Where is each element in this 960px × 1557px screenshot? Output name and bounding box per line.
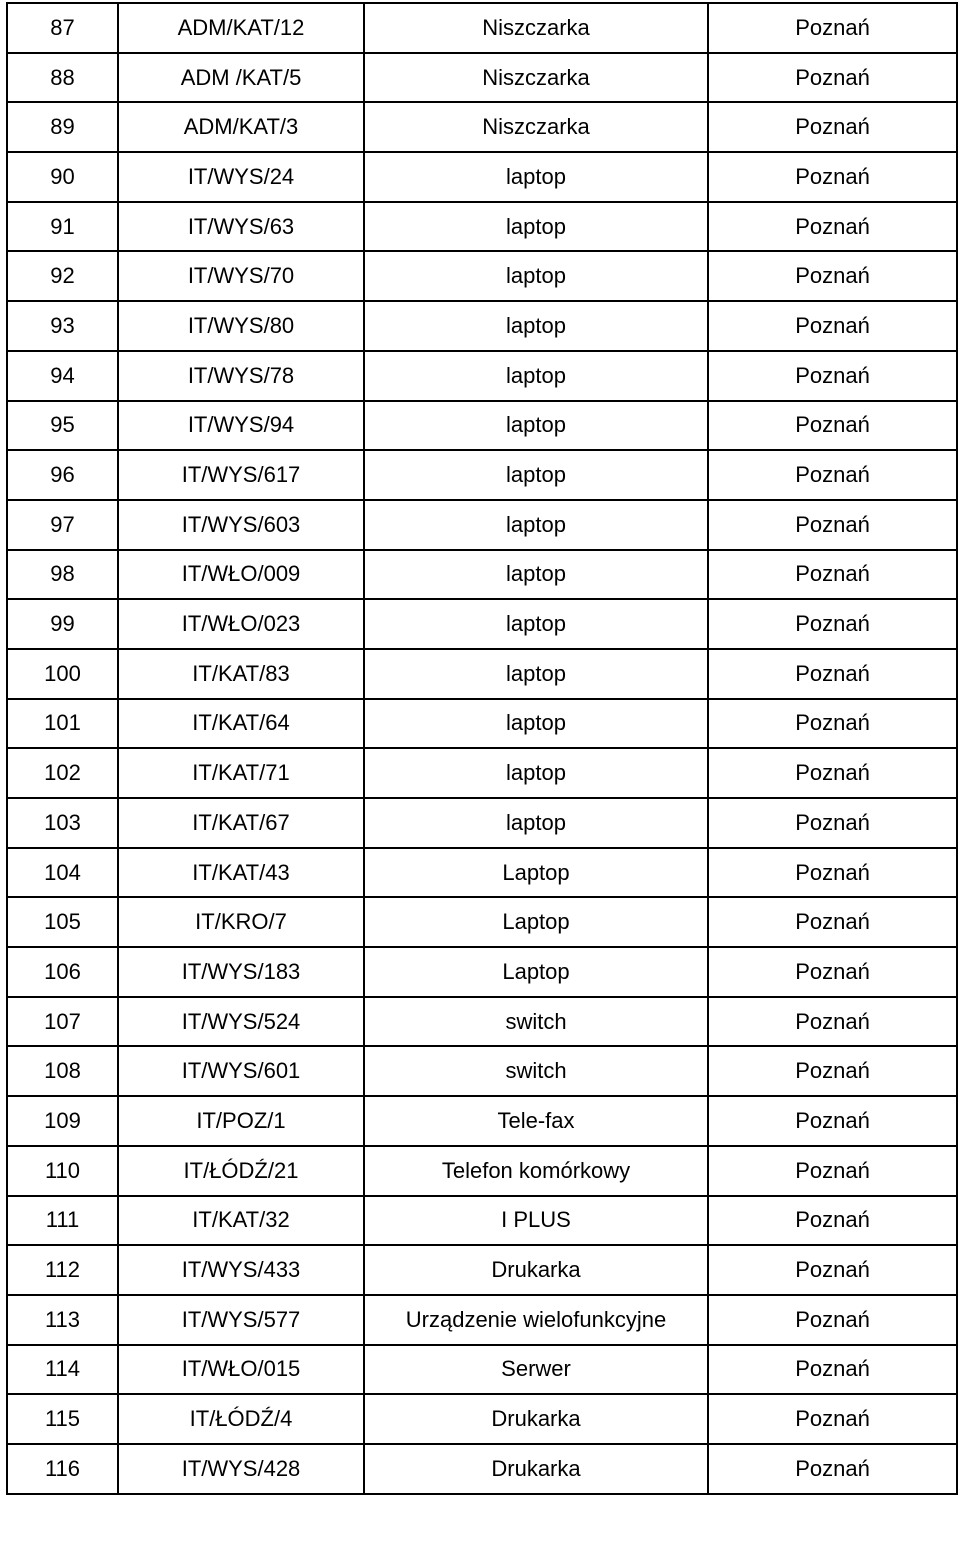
row-number-cell: 116 xyxy=(7,1444,118,1494)
device-type-cell: laptop xyxy=(364,152,708,202)
table-row xyxy=(7,599,957,649)
inventory-code-cell: IT/WYS/80 xyxy=(118,301,364,351)
device-type-cell: laptop xyxy=(364,351,708,401)
location-cell: Poznań xyxy=(708,798,957,848)
table-row xyxy=(7,798,957,848)
table-row xyxy=(7,500,957,550)
location-cell: Poznań xyxy=(708,1196,957,1246)
table-row xyxy=(7,450,957,500)
location-cell: Poznań xyxy=(708,997,957,1047)
row-number-cell: 110 xyxy=(7,1146,118,1196)
table-row xyxy=(7,53,957,103)
inventory-code-cell: ADM/KAT/3 xyxy=(118,102,364,152)
device-type-cell: laptop xyxy=(364,500,708,550)
location-cell: Poznań xyxy=(708,599,957,649)
inventory-table xyxy=(6,2,958,1495)
device-type-cell: laptop xyxy=(364,599,708,649)
row-number-cell: 89 xyxy=(7,102,118,152)
table-row xyxy=(7,202,957,252)
location-cell: Poznań xyxy=(708,202,957,252)
row-number-cell: 105 xyxy=(7,897,118,947)
row-number-cell: 92 xyxy=(7,251,118,301)
inventory-code-cell: IT/WYS/24 xyxy=(118,152,364,202)
row-number-cell: 107 xyxy=(7,997,118,1047)
inventory-code-cell: IT/KAT/67 xyxy=(118,798,364,848)
location-cell: Poznań xyxy=(708,1345,957,1395)
location-cell: Poznań xyxy=(708,1394,957,1444)
inventory-code-cell: IT/WŁO/023 xyxy=(118,599,364,649)
device-type-cell: laptop xyxy=(364,450,708,500)
row-number-cell: 87 xyxy=(7,3,118,53)
table-row xyxy=(7,102,957,152)
inventory-code-cell: IT/WYS/70 xyxy=(118,251,364,301)
location-cell: Poznań xyxy=(708,53,957,103)
inventory-code-cell: IT/WYS/63 xyxy=(118,202,364,252)
table-row xyxy=(7,1245,957,1295)
table-row xyxy=(7,1146,957,1196)
location-cell: Poznań xyxy=(708,401,957,451)
row-number-cell: 108 xyxy=(7,1046,118,1096)
location-cell: Poznań xyxy=(708,152,957,202)
row-number-cell: 98 xyxy=(7,550,118,600)
location-cell: Poznań xyxy=(708,897,957,947)
device-type-cell: Niszczarka xyxy=(364,3,708,53)
device-type-cell: laptop xyxy=(364,699,708,749)
inventory-code-cell: IT/ŁÓDŹ/4 xyxy=(118,1394,364,1444)
row-number-cell: 99 xyxy=(7,599,118,649)
device-type-cell: Tele-fax xyxy=(364,1096,708,1146)
inventory-code-cell: IT/WŁO/009 xyxy=(118,550,364,600)
device-type-cell: laptop xyxy=(364,251,708,301)
device-type-cell: Laptop xyxy=(364,947,708,997)
location-cell: Poznań xyxy=(708,102,957,152)
location-cell: Poznań xyxy=(708,1096,957,1146)
location-cell: Poznań xyxy=(708,699,957,749)
row-number-cell: 95 xyxy=(7,401,118,451)
table-row xyxy=(7,748,957,798)
device-type-cell: Drukarka xyxy=(364,1245,708,1295)
table-row xyxy=(7,1444,957,1494)
table-row xyxy=(7,699,957,749)
row-number-cell: 102 xyxy=(7,748,118,798)
location-cell: Poznań xyxy=(708,450,957,500)
row-number-cell: 88 xyxy=(7,53,118,103)
inventory-code-cell: IT/WYS/94 xyxy=(118,401,364,451)
location-cell: Poznań xyxy=(708,1295,957,1345)
inventory-code-cell: IT/WYS/433 xyxy=(118,1245,364,1295)
table-row xyxy=(7,1196,957,1246)
device-type-cell: switch xyxy=(364,997,708,1047)
row-number-cell: 103 xyxy=(7,798,118,848)
row-number-cell: 90 xyxy=(7,152,118,202)
table-row xyxy=(7,351,957,401)
location-cell: Poznań xyxy=(708,351,957,401)
device-type-cell: Telefon komórkowy xyxy=(364,1146,708,1196)
device-type-cell: laptop xyxy=(364,202,708,252)
device-type-cell: laptop xyxy=(364,649,708,699)
inventory-code-cell: IT/KAT/83 xyxy=(118,649,364,699)
table-row xyxy=(7,1295,957,1345)
device-type-cell: laptop xyxy=(364,301,708,351)
row-number-cell: 112 xyxy=(7,1245,118,1295)
device-type-cell: laptop xyxy=(364,798,708,848)
location-cell: Poznań xyxy=(708,500,957,550)
inventory-code-cell: IT/KAT/32 xyxy=(118,1196,364,1246)
inventory-code-cell: IT/WYS/78 xyxy=(118,351,364,401)
inventory-code-cell: IT/WYS/577 xyxy=(118,1295,364,1345)
table-row xyxy=(7,848,957,898)
inventory-code-cell: IT/KAT/64 xyxy=(118,699,364,749)
row-number-cell: 115 xyxy=(7,1394,118,1444)
location-cell: Poznań xyxy=(708,1146,957,1196)
inventory-code-cell: IT/KAT/43 xyxy=(118,848,364,898)
device-type-cell: Laptop xyxy=(364,848,708,898)
table-row xyxy=(7,301,957,351)
table-row xyxy=(7,1046,957,1096)
table-row xyxy=(7,1345,957,1395)
row-number-cell: 101 xyxy=(7,699,118,749)
location-cell: Poznań xyxy=(708,848,957,898)
device-type-cell: laptop xyxy=(364,401,708,451)
inventory-code-cell: IT/KRO/7 xyxy=(118,897,364,947)
location-cell: Poznań xyxy=(708,1245,957,1295)
table-row xyxy=(7,1394,957,1444)
location-cell: Poznań xyxy=(708,1444,957,1494)
inventory-code-cell: IT/WYS/617 xyxy=(118,450,364,500)
row-number-cell: 94 xyxy=(7,351,118,401)
device-type-cell: laptop xyxy=(364,748,708,798)
inventory-code-cell: ADM/KAT/12 xyxy=(118,3,364,53)
location-cell: Poznań xyxy=(708,301,957,351)
device-type-cell: Serwer xyxy=(364,1345,708,1395)
inventory-code-cell: ADM /KAT/5 xyxy=(118,53,364,103)
table-row xyxy=(7,401,957,451)
table-row xyxy=(7,550,957,600)
device-type-cell: Drukarka xyxy=(364,1394,708,1444)
inventory-code-cell: IT/POZ/1 xyxy=(118,1096,364,1146)
inventory-code-cell: IT/WŁO/015 xyxy=(118,1345,364,1395)
device-type-cell: Drukarka xyxy=(364,1444,708,1494)
inventory-code-cell: IT/WYS/603 xyxy=(118,500,364,550)
location-cell: Poznań xyxy=(708,748,957,798)
location-cell: Poznań xyxy=(708,649,957,699)
device-type-cell: Urządzenie wielofunkcyjne xyxy=(364,1295,708,1345)
row-number-cell: 100 xyxy=(7,649,118,699)
inventory-code-cell: IT/WYS/183 xyxy=(118,947,364,997)
device-type-cell: switch xyxy=(364,1046,708,1096)
row-number-cell: 109 xyxy=(7,1096,118,1146)
device-type-cell: Niszczarka xyxy=(364,102,708,152)
device-type-cell: Niszczarka xyxy=(364,53,708,103)
table-row xyxy=(7,251,957,301)
inventory-code-cell: IT/WYS/524 xyxy=(118,997,364,1047)
table-row xyxy=(7,997,957,1047)
device-type-cell: Laptop xyxy=(364,897,708,947)
table-row xyxy=(7,3,957,53)
row-number-cell: 113 xyxy=(7,1295,118,1345)
table-row xyxy=(7,947,957,997)
row-number-cell: 91 xyxy=(7,202,118,252)
location-cell: Poznań xyxy=(708,251,957,301)
location-cell: Poznań xyxy=(708,3,957,53)
row-number-cell: 104 xyxy=(7,848,118,898)
row-number-cell: 96 xyxy=(7,450,118,500)
location-cell: Poznań xyxy=(708,1046,957,1096)
table-row xyxy=(7,152,957,202)
inventory-code-cell: IT/WYS/428 xyxy=(118,1444,364,1494)
row-number-cell: 106 xyxy=(7,947,118,997)
row-number-cell: 114 xyxy=(7,1345,118,1395)
inventory-code-cell: IT/WYS/601 xyxy=(118,1046,364,1096)
inventory-code-cell: IT/KAT/71 xyxy=(118,748,364,798)
table-row xyxy=(7,897,957,947)
row-number-cell: 97 xyxy=(7,500,118,550)
table-row xyxy=(7,1096,957,1146)
table-row xyxy=(7,649,957,699)
location-cell: Poznań xyxy=(708,947,957,997)
device-type-cell: laptop xyxy=(364,550,708,600)
row-number-cell: 111 xyxy=(7,1196,118,1246)
inventory-table-body xyxy=(7,3,957,1494)
inventory-code-cell: IT/ŁÓDŹ/21 xyxy=(118,1146,364,1196)
location-cell: Poznań xyxy=(708,550,957,600)
row-number-cell: 93 xyxy=(7,301,118,351)
device-type-cell: I PLUS xyxy=(364,1196,708,1246)
